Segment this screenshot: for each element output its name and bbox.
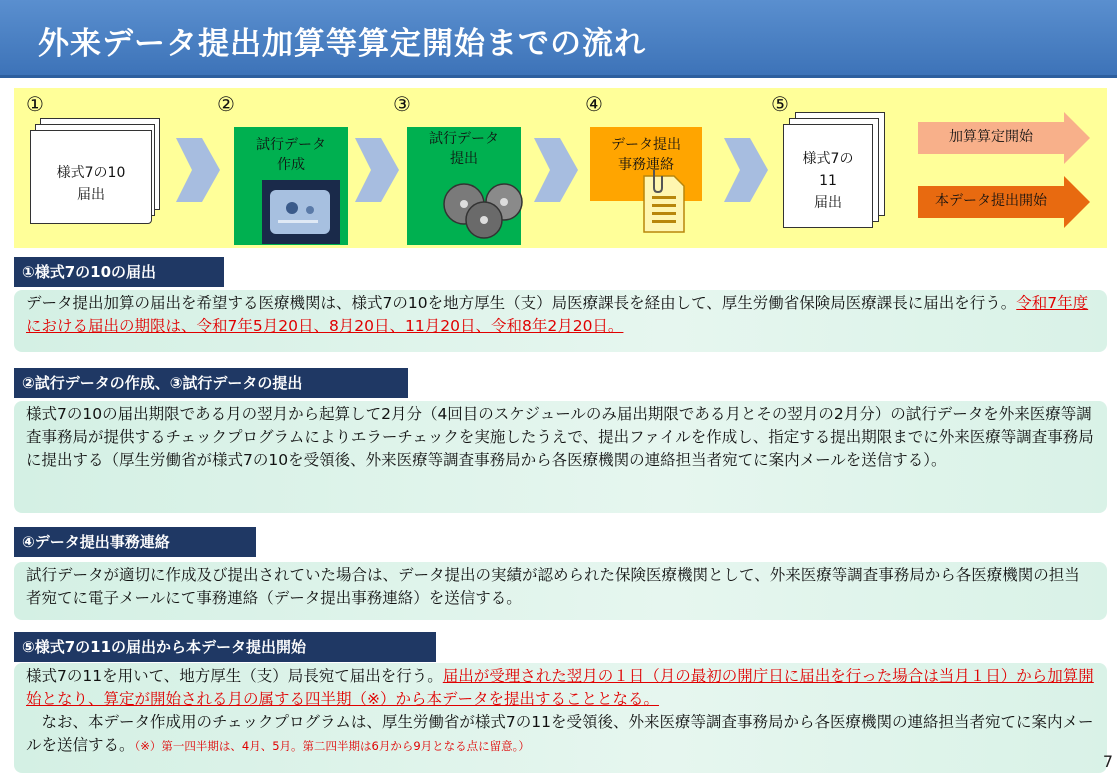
step-5-line3: 届出 <box>814 195 842 211</box>
step-3-line2: 提出 <box>450 151 478 167</box>
section-1-highlight: 令和7年度における届出の期限は、令和7年5月20日、8月20日、11月20日、令和8年2月20日。 <box>26 294 1089 335</box>
chevron-arrow-icon <box>724 138 768 202</box>
step-1-number: ① <box>26 92 44 116</box>
step-4-number: ④ <box>585 92 603 116</box>
step-5-number: ⑤ <box>771 92 789 116</box>
step-4-line2: 事務連絡 <box>618 157 674 173</box>
outcome-arrow-data-submission-start <box>918 176 1090 228</box>
section-3-text: 試行データが適切に作成及び提出されていた場合は、データ提出の実績が認められた保険医療機関として、外来医療等調査事務局から各医療機関の担当者宛てに電子メールにて事務連絡（データ提出事務連絡）を送信する。 <box>26 566 1080 607</box>
step-1-line1: 様式7の10 <box>56 165 126 181</box>
step-1-document-stack <box>26 118 168 228</box>
page-number: 7 <box>1102 752 1113 771</box>
computer-screen-icon <box>262 180 340 244</box>
chevron-arrow-icon <box>176 138 220 202</box>
section-1-body <box>14 290 1107 352</box>
step-3-line1: 試行データ <box>429 131 499 147</box>
outcome-1-label: 加算算定開始 <box>949 129 1033 145</box>
outcome-arrow-billing-start <box>918 112 1090 164</box>
page-title: 外来データ提出加算等算定開始までの流れ <box>38 26 646 62</box>
section-3-heading: ④データ提出事務連絡 <box>14 527 256 557</box>
step-5-line2: 11 <box>819 173 837 189</box>
chevron-arrow-icon <box>355 138 399 202</box>
step-2-line2: 作成 <box>277 157 305 173</box>
section-2-text: 様式7の10の届出期限である月の翌月から起算して2月分（4回目のスケジュールのみ届出期限である月とその翌月の2月分）の試行データを外来医療等調査事務局が提供するチェックプログラムによりエラーチェックを実施したうえで、提出ファイルを作成し、指定する提出期限までに外来医療等調査事務局に提出する（厚生労働省が様式7の10を受領後、外来医療等調査事務局から各医療機関の連絡担当者宛てに案内メールを送信する）。 <box>26 405 1094 469</box>
section-1-heading: ①様式7の10の届出 <box>14 257 224 287</box>
step-3-number: ③ <box>393 92 411 116</box>
step-4-line1: データ提出 <box>611 137 681 153</box>
section-4-body <box>14 663 1107 773</box>
step-5-document-stack <box>781 112 889 230</box>
step-5-line1: 様式7の <box>802 151 854 167</box>
document-clip-icon <box>640 170 688 236</box>
title-bar <box>0 0 1117 78</box>
step-1-line2: 届出 <box>77 187 105 203</box>
section-4-text2: なお、本データ作成用のチェックプログラムは、厚生労働省が様式7の11を受領後、外来医療等調査事務局から各医療機関の連絡担当者宛てに案内メールを送信する。 <box>26 713 1094 754</box>
section-2-heading: ②試行データの作成、③試行データの提出 <box>14 368 408 398</box>
section-4-highlight: 届出が受理された翌月の１日（月の最初の開庁日に届出を行った場合は当月１日）から加算開始となり、算定が開始される月の属する四半期（※）から本データを提出することとなる。 <box>26 667 1094 708</box>
step-2-number: ② <box>217 92 235 116</box>
section-1-text: データ提出加算の届出を希望する医療機関は、様式7の10を地方厚生（支）局医療課長を経由して、厚生労働省保険局医療課長に届出を行う。 <box>26 294 1017 312</box>
outcome-2-label: 本データ提出開始 <box>935 193 1047 209</box>
section-3-body <box>14 562 1107 620</box>
section-4-heading: ⑤様式7の11の届出から本データ提出開始 <box>14 632 436 662</box>
cd-disc-icon <box>440 180 526 240</box>
step-2-line1: 試行データ <box>256 137 326 153</box>
section-2-body <box>14 401 1107 513</box>
chevron-arrow-icon <box>534 138 578 202</box>
section-4-note: （※）第一四半期は、4月、5月。第二四半期は6月から9月となる点に留意。） <box>134 739 530 753</box>
section-4-text: 様式7の11を用いて、地方厚生（支）局長宛て届出を行う。 <box>26 667 443 685</box>
